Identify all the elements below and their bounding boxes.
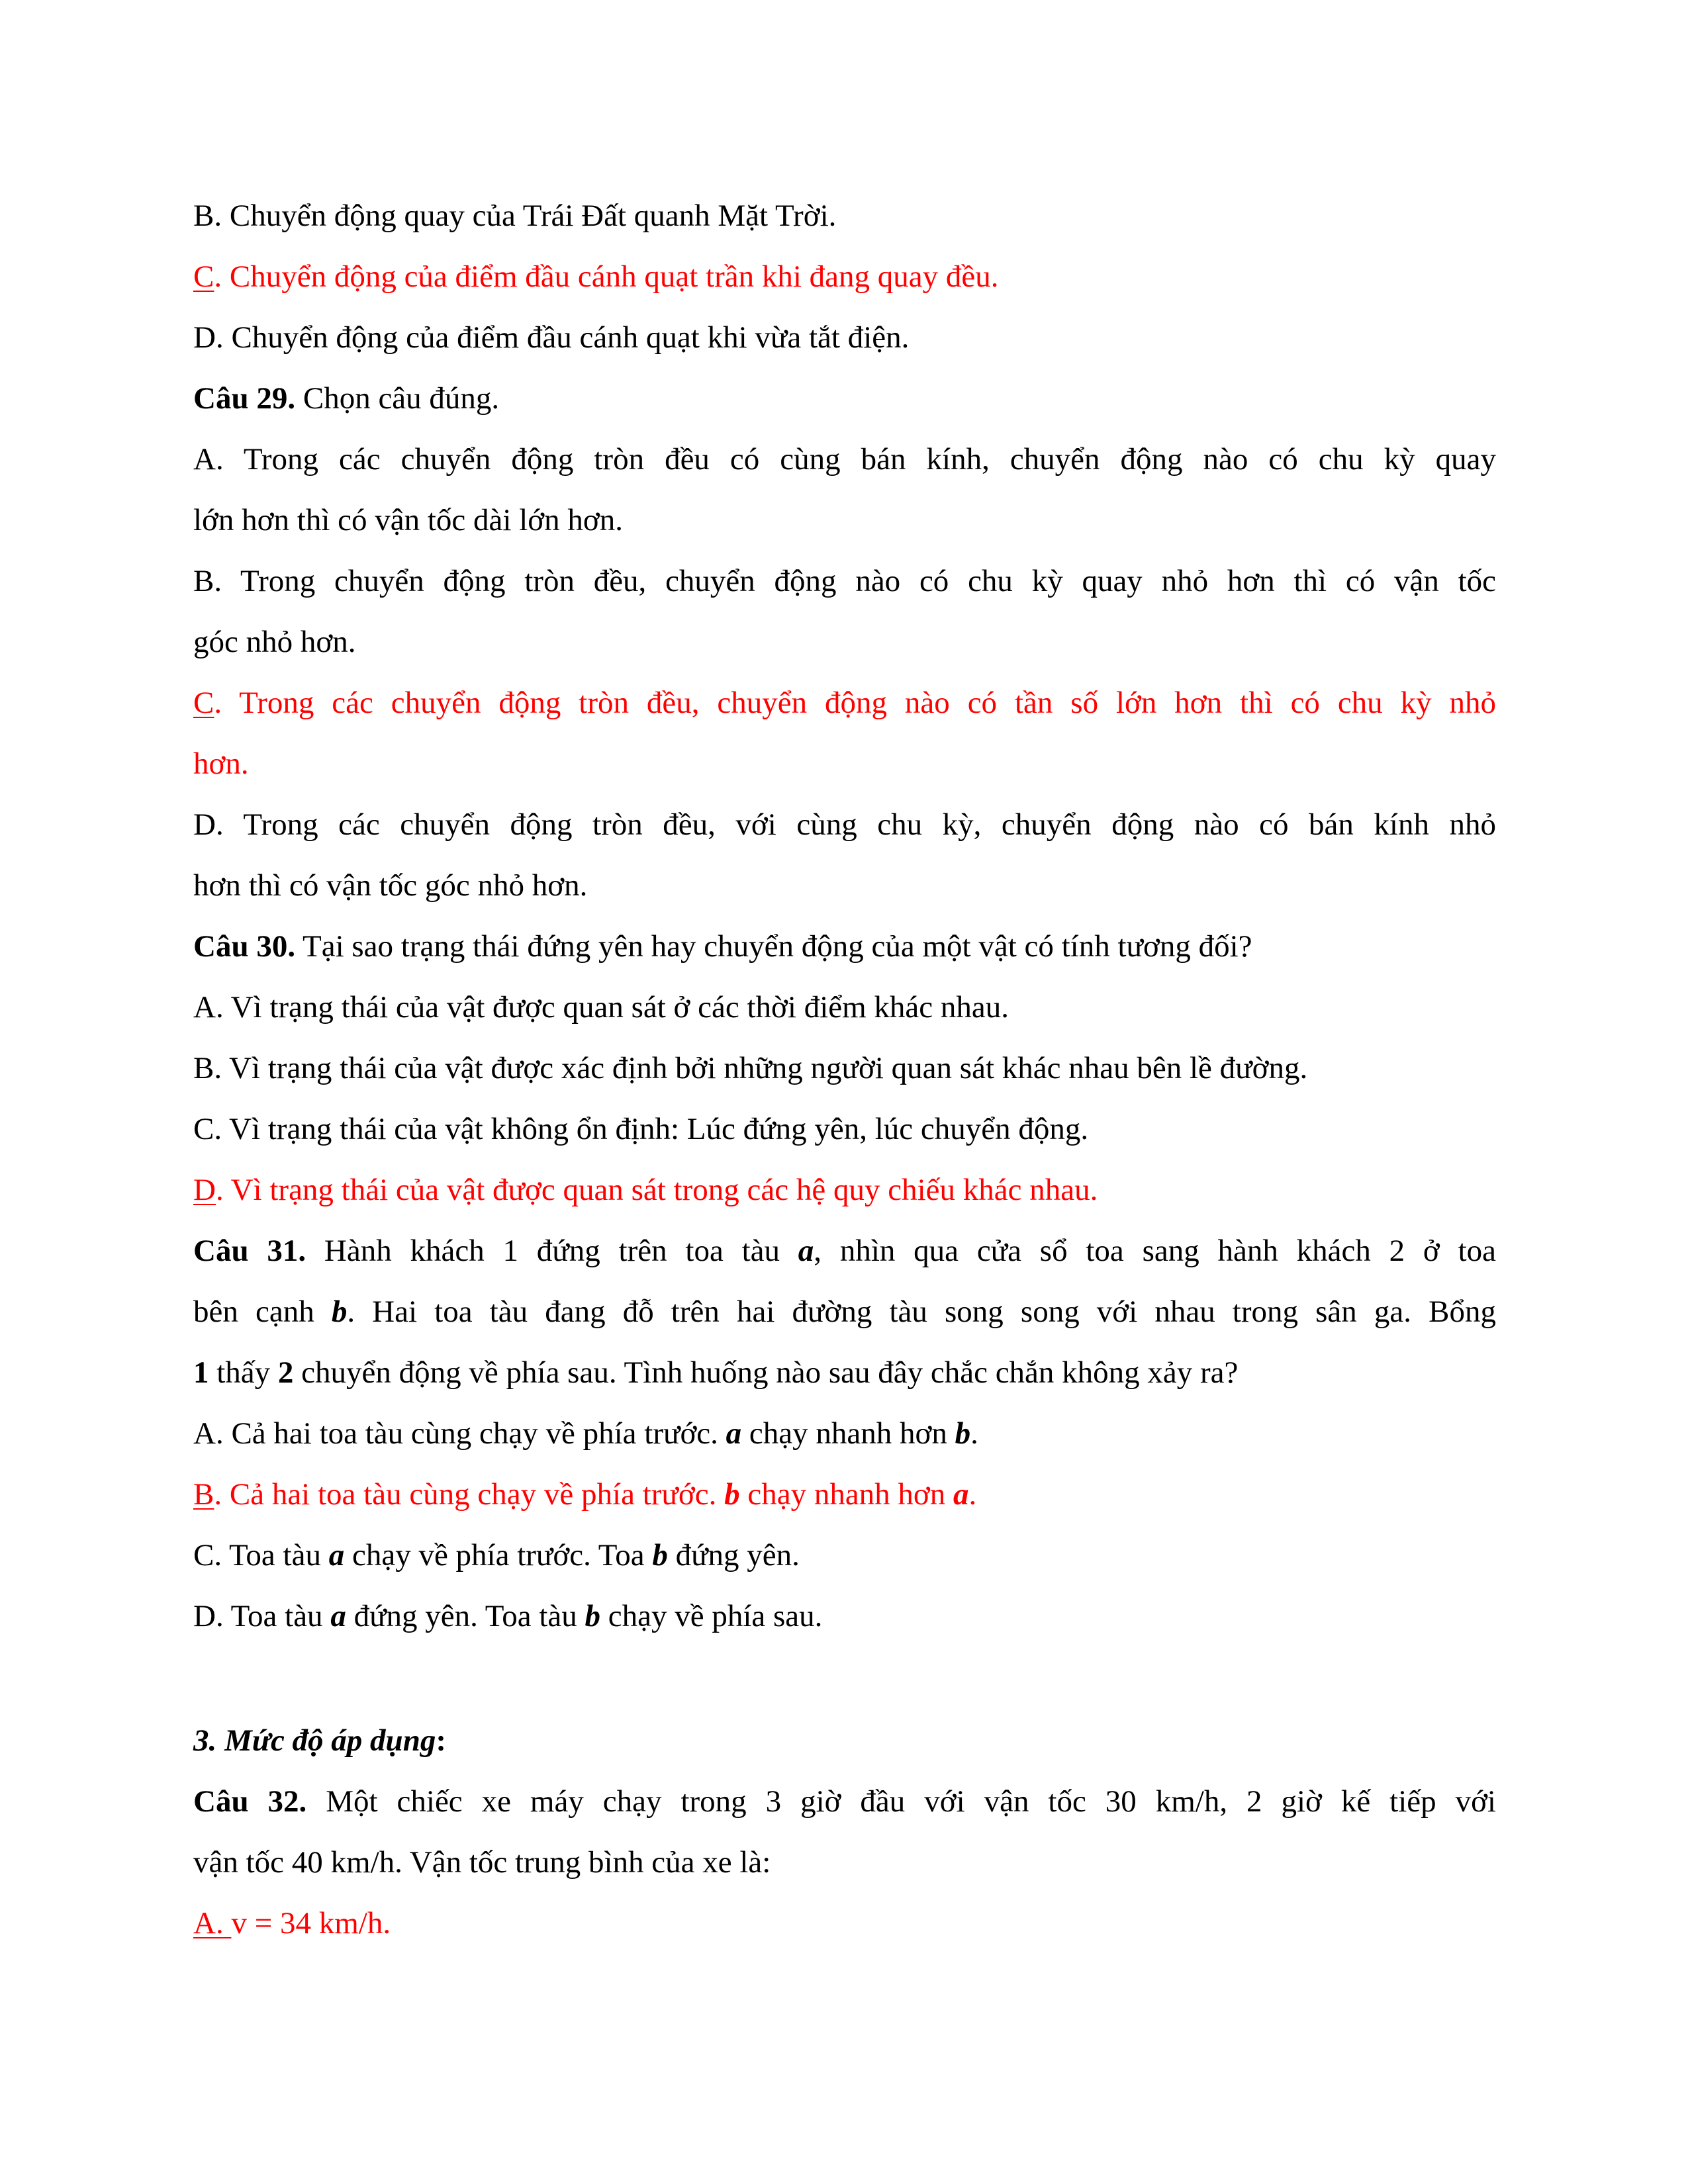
q28-option-d: D. Chuyển động của điểm đầu cánh quạt khi vừa tắt điện. bbox=[193, 320, 910, 355]
section-heading: 3. Mức độ áp dụng: bbox=[193, 1723, 446, 1758]
q29-label: Câu 29. bbox=[193, 381, 296, 416]
q31-option-b-answer: B. Cả hai toa tàu cùng chạy về phía trước. b chạy nhanh hơn a. bbox=[193, 1477, 977, 1512]
q28-option-c-answer: C. Chuyển động của điểm đầu cánh quạt trần khi đang quay đều. bbox=[193, 259, 999, 294]
q29-option-c-answer-line2: hơn. bbox=[193, 747, 249, 781]
q29-question: Câu 29. Chọn câu đúng. bbox=[193, 381, 500, 416]
q29-option-b-line1: B. Trong chuyển động tròn đều, chuyển động nào có chu kỳ quay nhỏ hơn thì có vận tốc bbox=[193, 564, 1496, 598]
q31-option-d: D. Toa tàu a đứng yên. Toa tàu b chạy về phía sau. bbox=[193, 1599, 823, 1633]
q32-question-line1: Câu 32. Một chiếc xe máy chạy trong 3 giờ đầu với vận tốc 30 km/h, 2 giờ kế tiếp với bbox=[193, 1784, 1496, 1819]
q32-label: Câu 32. bbox=[193, 1784, 307, 1819]
q31-option-c: C. Toa tàu a chạy về phía trước. Toa b đứng yên. bbox=[193, 1538, 800, 1572]
q30-label: Câu 30. bbox=[193, 929, 296, 964]
q32-option-a-answer: A. v = 34 km/h. bbox=[193, 1906, 391, 1940]
q31-question-line1: Câu 31. Hành khách 1 đứng trên toa tàu a, nhìn qua cửa sổ toa sang hành khách 2 ở toa bbox=[193, 1234, 1496, 1268]
q29-option-d-line2: hơn thì có vận tốc góc nhỏ hơn. bbox=[193, 868, 588, 903]
q31-option-a: A. Cả hai toa tàu cùng chạy về phía trước. a chạy nhanh hơn b. bbox=[193, 1416, 978, 1451]
q29-option-d-line1: D. Trong các chuyển động tròn đều, với cùng chu kỳ, chuyển động nào có bán kính nhỏ bbox=[193, 807, 1496, 842]
q29-option-b-line2: góc nhỏ hơn. bbox=[193, 625, 356, 659]
q28-option-b: B. Chuyển động quay của Trái Đất quanh Mặt Trời. bbox=[193, 199, 837, 233]
q30-option-b: B. Vì trạng thái của vật được xác định bởi những người quan sát khác nhau bên lề đường. bbox=[193, 1051, 1308, 1085]
q30-option-d-answer: D. Vì trạng thái của vật được quan sát trong các hệ quy chiếu khác nhau. bbox=[193, 1173, 1098, 1207]
q31-label: Câu 31. bbox=[193, 1234, 306, 1268]
q31-question-line2: bên cạnh b. Hai toa tàu đang đỗ trên hai đường tàu song song với nhau trong sân ga. Bổng bbox=[193, 1295, 1496, 1329]
q29-option-c-answer-line1: C. Trong các chuyển động tròn đều, chuyển động nào có tần số lớn hơn thì có chu kỳ nhỏ bbox=[193, 686, 1496, 720]
q30-option-c: C. Vì trạng thái của vật không ổn định: Lúc đứng yên, lúc chuyển động. bbox=[193, 1112, 1089, 1146]
q31-question-line3: 1 thấy 2 chuyển động về phía sau. Tình huống nào sau đây chắc chắn không xảy ra? bbox=[193, 1355, 1239, 1390]
q29-option-a-line2: lớn hơn thì có vận tốc dài lớn hơn. bbox=[193, 503, 623, 537]
q30-question: Câu 30. Tại sao trạng thái đứng yên hay chuyển động của một vật có tính tương đối? bbox=[193, 929, 1252, 964]
q29-option-a-line1: A. Trong các chuyển động tròn đều có cùng bán kính, chuyển động nào có chu kỳ quay bbox=[193, 442, 1496, 477]
q30-option-a: A. Vì trạng thái của vật được quan sát ở các thời điểm khác nhau. bbox=[193, 990, 1009, 1024]
q32-question-line2: vận tốc 40 km/h. Vận tốc trung bình của xe là: bbox=[193, 1845, 771, 1880]
